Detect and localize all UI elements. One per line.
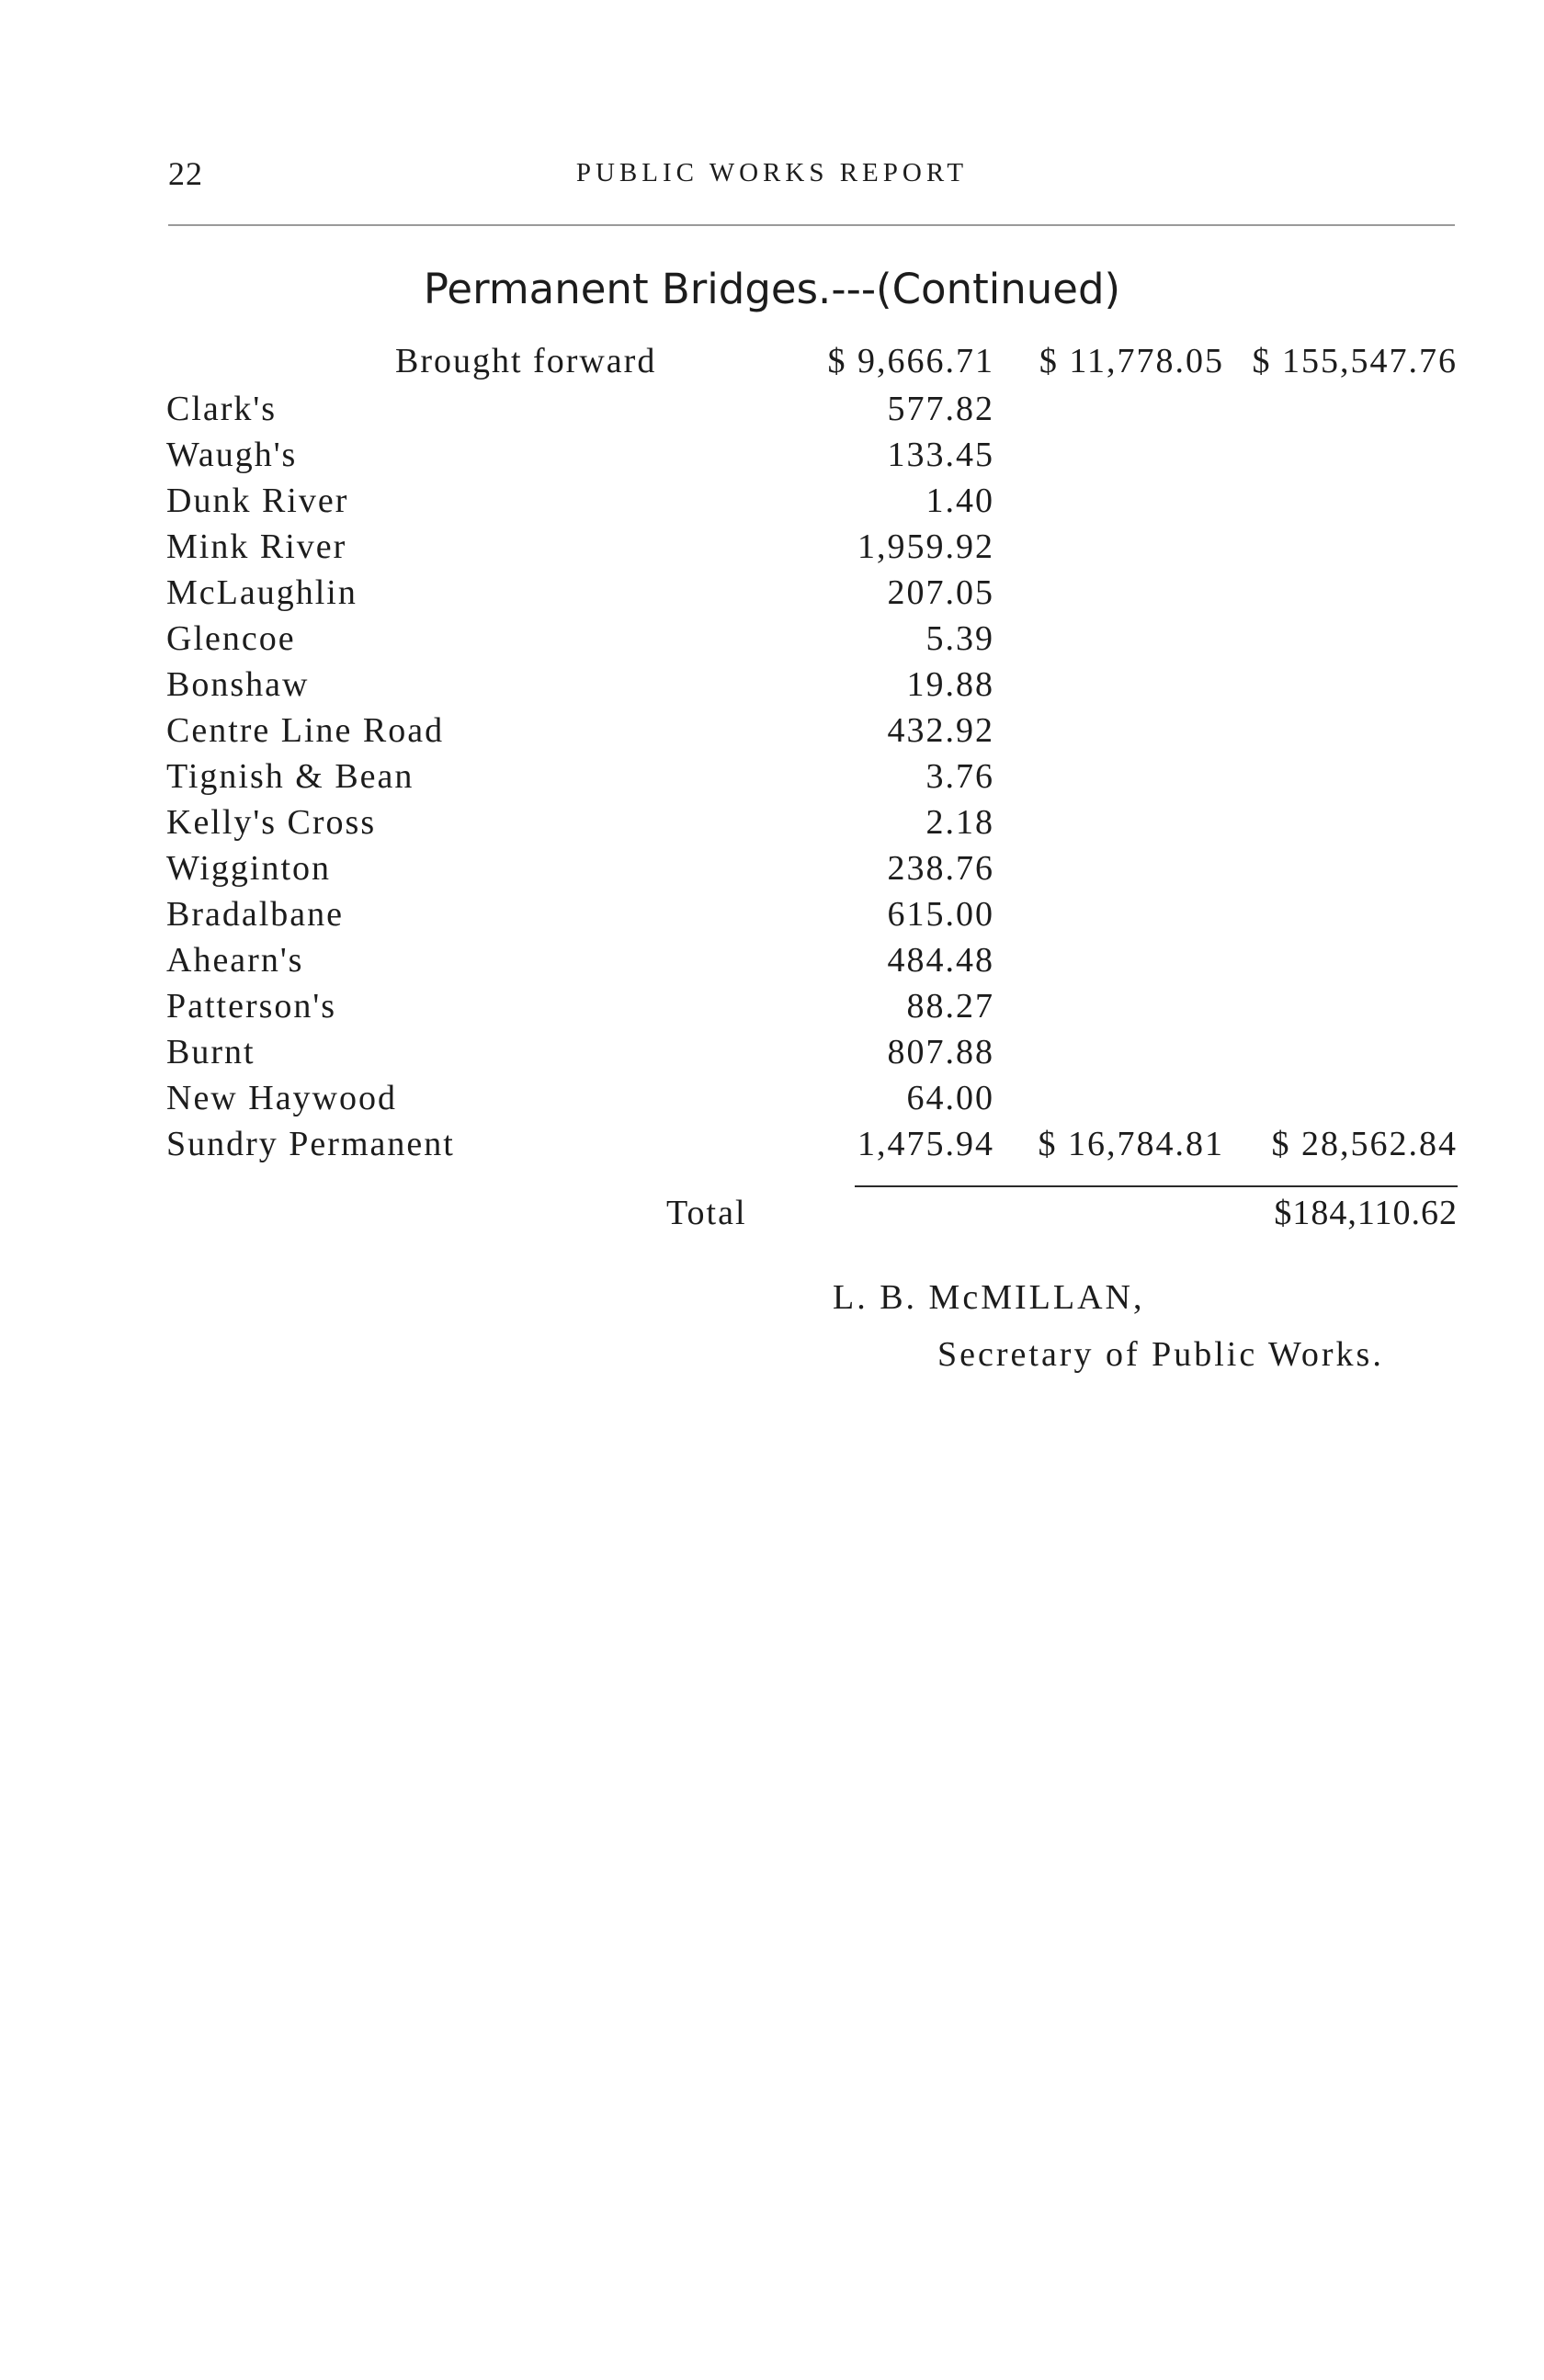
table-row (0, 937, 1544, 983)
bridge-amount: 577.82 (887, 390, 994, 428)
bridge-amount: 64.00 (906, 1079, 994, 1117)
brought-forward-col1: $ 9,666.71 (827, 342, 994, 380)
table-row (0, 570, 1544, 616)
bridge-amount: 1.40 (925, 482, 994, 520)
table-row (0, 708, 1544, 754)
bridge-name: Mink River (166, 527, 347, 566)
subtotal-col3: $ 28,562.84 (1271, 1125, 1458, 1163)
bridge-amount: 19.88 (906, 665, 994, 704)
bridge-name: Centre Line Road (166, 711, 445, 750)
table-row (0, 616, 1544, 662)
bridge-name: Waugh's (166, 436, 298, 474)
table-row (0, 432, 1544, 478)
bridge-amount: 5.39 (925, 619, 994, 658)
bridge-amount: 1,959.92 (857, 527, 994, 566)
table-row (0, 1121, 1544, 1167)
bridge-name: Burnt (166, 1033, 255, 1071)
signatory-name: L. B. McMILLAN, (833, 1278, 1145, 1317)
bridge-name: Kelly's Cross (166, 803, 377, 842)
table-row (0, 799, 1544, 845)
total-rule (855, 1185, 1458, 1187)
running-head: PUBLIC WORKS REPORT (575, 158, 969, 187)
page-number: 22 (168, 155, 203, 192)
brought-forward-col3: $ 155,547.76 (1252, 342, 1458, 380)
section-title: Permanent Bridges.---(Continued) (423, 265, 1121, 313)
table-row (0, 478, 1544, 524)
total-value: $184,110.62 (1274, 1194, 1458, 1232)
table-row (0, 983, 1544, 1029)
table-row (0, 845, 1544, 891)
bridge-name: Dunk River (166, 482, 349, 520)
bridge-name: Wigginton (166, 849, 332, 888)
bridge-amount: 807.88 (887, 1033, 994, 1071)
bridge-name: Bradalbane (166, 895, 345, 934)
bridge-name: Glencoe (166, 619, 296, 658)
bridge-amount: 432.92 (887, 711, 994, 750)
table-row (0, 1029, 1544, 1075)
signatory-title: Secretary of Public Works. (937, 1335, 1384, 1374)
table-row (0, 662, 1544, 708)
bridge-amount: 2.18 (925, 803, 994, 842)
table-row (0, 891, 1544, 937)
total-label: Total (666, 1194, 747, 1232)
bridge-amount: 133.45 (887, 436, 994, 474)
bridge-amount: 207.05 (887, 573, 994, 612)
subtotal-col2: $ 16,784.81 (1038, 1125, 1224, 1163)
bridge-amount: 1,475.94 (857, 1125, 994, 1163)
bridge-name: New Haywood (166, 1079, 398, 1117)
bridge-name: Patterson's (166, 987, 337, 1026)
bridge-amount: 88.27 (906, 987, 994, 1026)
bridge-name: Ahearn's (166, 941, 304, 980)
bridge-name: McLaughlin (166, 573, 358, 612)
bridge-name: Tignish & Bean (166, 757, 414, 796)
bridge-amount: 238.76 (887, 849, 994, 888)
bridge-name: Sundry Permanent (166, 1125, 455, 1163)
table-row (0, 524, 1544, 570)
table-row (0, 1075, 1544, 1121)
table-row (0, 754, 1544, 799)
table-row (0, 386, 1544, 432)
header-divider (168, 224, 1455, 226)
bridge-amount: 484.48 (887, 941, 994, 980)
bridge-name: Bonshaw (166, 665, 310, 704)
brought-forward-label: Brought forward (395, 342, 657, 380)
bridge-name: Clark's (166, 390, 278, 428)
brought-forward-row (0, 338, 1544, 384)
bridge-amount: 615.00 (887, 895, 994, 934)
bridge-amount: 3.76 (925, 757, 994, 796)
brought-forward-col2: $ 11,778.05 (1039, 342, 1224, 380)
